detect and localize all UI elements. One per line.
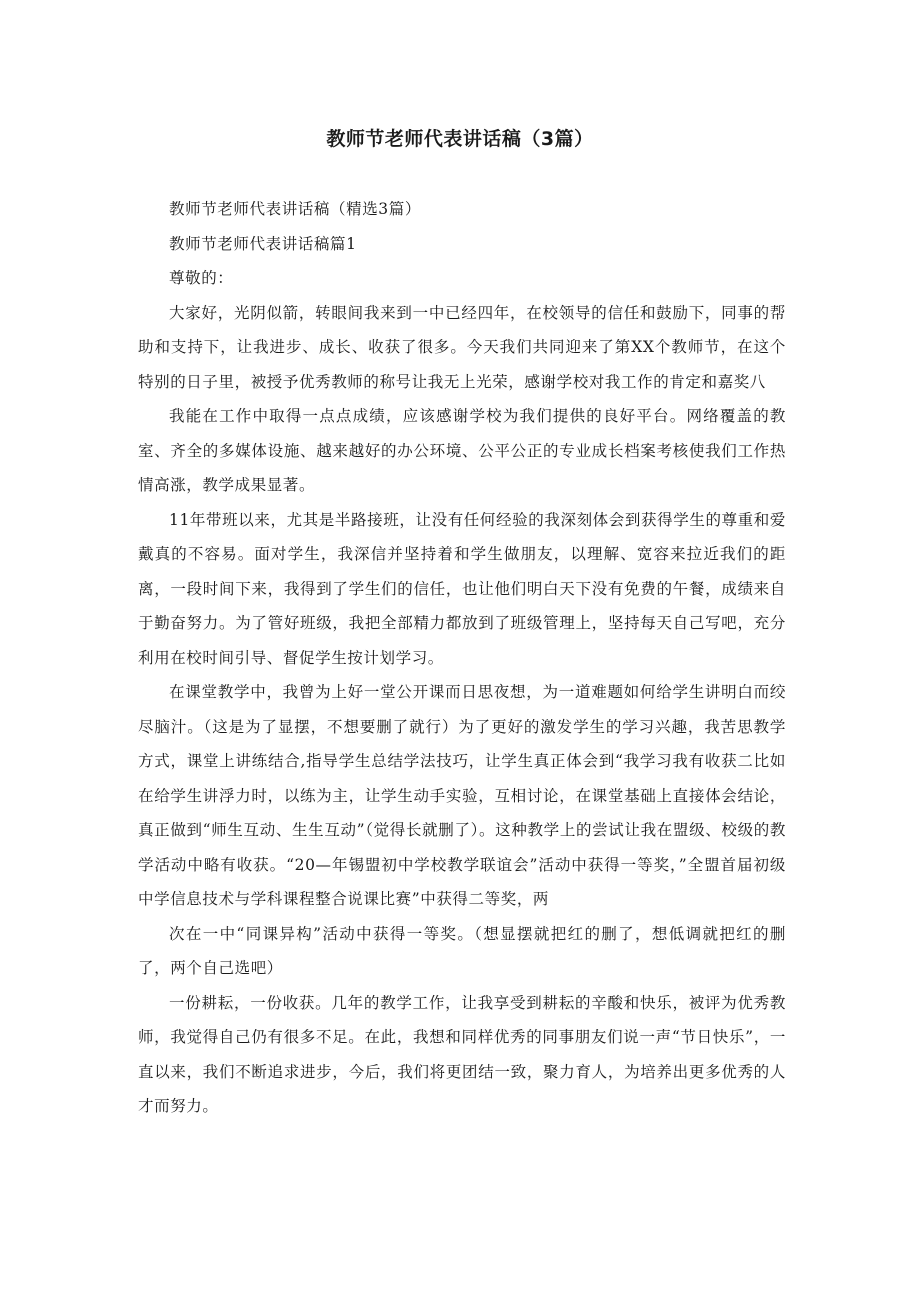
paragraph-1: 大家好，光阴似箭，转眼间我来到一中已经四年，在校领导的信任和鼓励下，同事的帮助和支持下，让我进步、成长、收获了很多。今天我们共同迎来了第XX个教师节，在这个特别的日子里，被授予优秀教师的称号让我无上光荣，感谢学校对我工作的肯定和嘉奖八 bbox=[138, 303, 786, 391]
document-body bbox=[138, 192, 786, 1124]
section-heading: 教师节老师代表讲话稿篇1 bbox=[169, 234, 357, 253]
subtitle-paragraph: 教师节老师代表讲话稿（精选3篇） bbox=[169, 200, 421, 218]
document-title: 教师节老师代表讲话稿（3篇） bbox=[326, 128, 594, 150]
paragraph-5: 次在一中“同课异构”活动中获得一等奖。（想显摆就把红的删了，想低调就把红的删了，两个自己选吧） bbox=[138, 924, 786, 977]
paragraph-3: 11年带班以来，尤其是半路接班，让没有任何经验的我深刻体会到获得学生的尊重和爱戴真的不容易。面对学生，我深信并坚持着和学生做朋友，以理解、宽容来拉近我们的距离，一段时间下来，我得到了学生们的信任，也让他们明白天下没有免费的午餐，成绩来自于勤奋努力。为了管好班级，我把全部精力都放到了班级管理上，坚持每天自己写吧，充分利用在校时间引导、督促学生按计划学习。 bbox=[138, 510, 786, 667]
salutation: 尊敬的： bbox=[169, 269, 234, 287]
paragraph-4: 在课堂教学中，我曾为上好一堂公开课而日思夜想，为一道难题如何给学生讲明白而绞尽脑汁。（这是为了显摆，不想要删了就行）为了更好的激发学生的学习兴趣，我苦思教学方式，课堂上讲练结合,指导学生总结学法技巧，让学生真正体会到“我学习我有收获二比如在给学生讲浮力时，以练为主，让学生动手实验，互相讨论，在课堂基础上直接体会结论，真正做到“师生互动、生生互动”（觉得长就删了）。这种教学上的尝试让我在盟级、校级的教学活动中略有收获。“20—年锡盟初中学校教学联谊会”活动中获得一等奖，”全盟首届初级中学信息技术与学科课程整合说课比赛”中获得二等奖，两 bbox=[138, 683, 786, 908]
paragraph-6: 一份耕耘，一份收获。几年的教学工作，让我享受到耕耘的辛酸和快乐，被评为优秀教师，我觉得自己仍有很多不足。在此，我想和同样优秀的同事朋友们说一声“节日快乐”，一直以来，我们不断追求进步，今后，我们将更团结一致，聚力育人，为培养出更多优秀的人才而努力。 bbox=[138, 993, 786, 1115]
paragraph-2: 我能在工作中取得一点点成绩，应该感谢学校为我们提供的良好平台。网络覆盖的教室、齐全的多媒体设施、越来越好的办公环境、公平公正的专业成长档案考核使我们工作热情高涨，教学成果显著。 bbox=[138, 407, 786, 494]
